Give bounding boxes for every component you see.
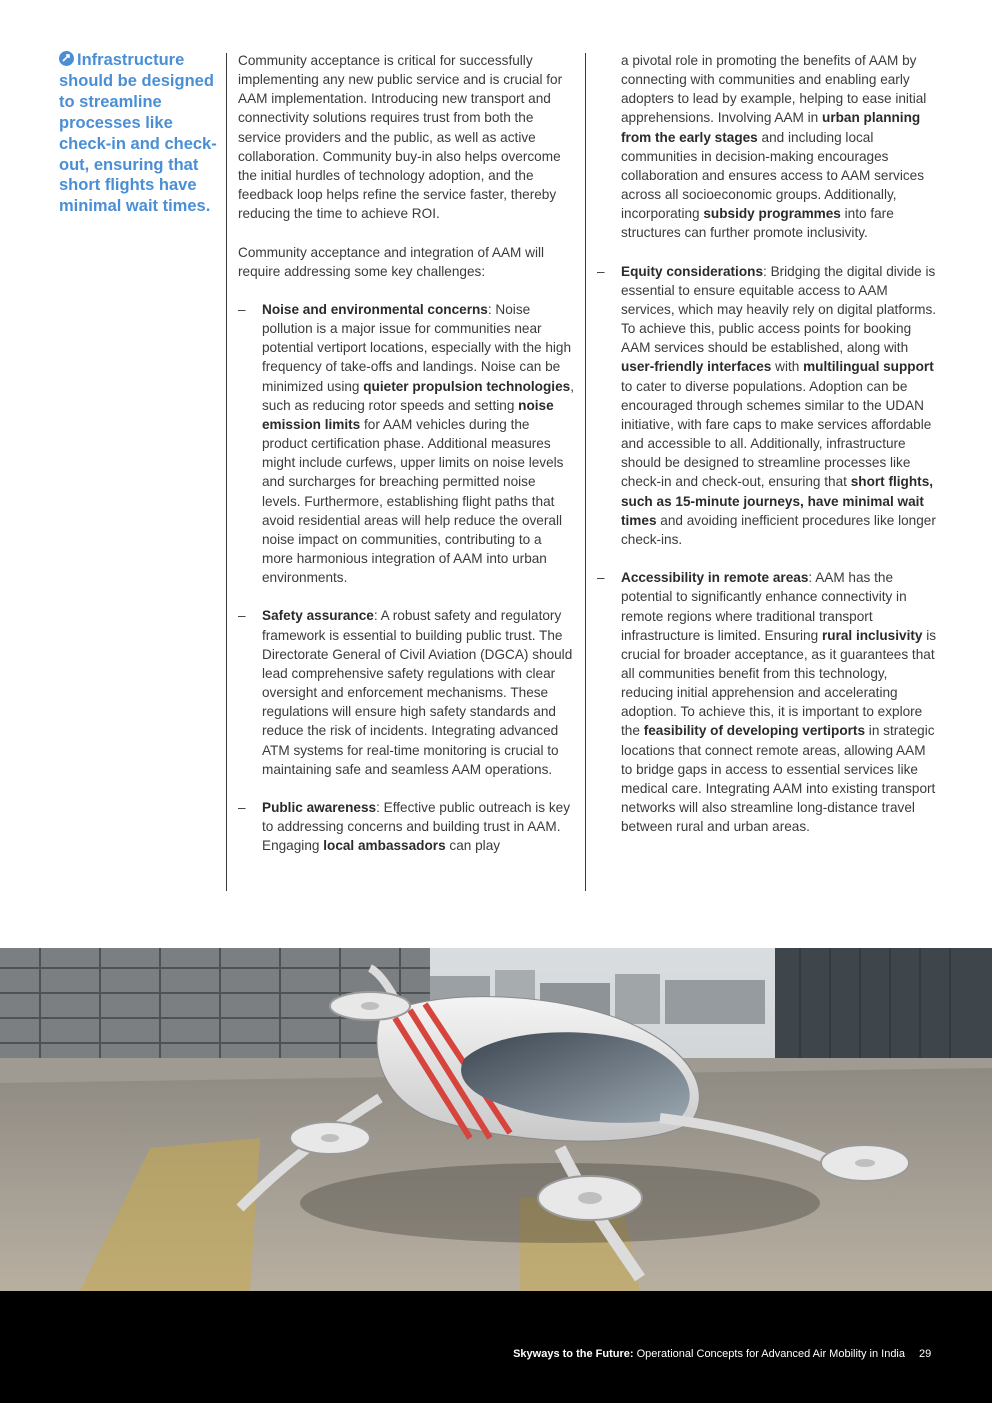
bullet-title: Equity considerations — [621, 263, 764, 279]
bullet-noise — [238, 300, 576, 587]
bullet-text: with — [771, 359, 804, 375]
bullet-text: into fare structures can further promote inclusivity. — [621, 206, 894, 241]
bullet-remote — [597, 568, 939, 836]
bold-phrase: quieter propulsion technologies — [363, 378, 571, 394]
bullet-dash: – — [238, 608, 246, 624]
bullet-awareness — [238, 798, 576, 855]
body-column-right — [597, 51, 939, 856]
bold-phrase: user-friendly interfaces — [621, 359, 772, 375]
bullet-text: for AAM vehicles during the product certification phase. Additional measures might include curfews, upper limits on noise levels and surcharges for breaching permitted noise levels. Furthermore, establishing flight paths that avoid residential areas will help reduce the overall noise impact on communities, contributing to a more harmonious integration of AAM into urban environments. — [262, 416, 564, 586]
bullet-title: Accessibility in remote areas — [621, 570, 809, 586]
bullet-text: : Noise pollution is a major issue for communities near potential vertiport locations, especially with the high frequency of take-offs and landings. Noise can be minimized using — [262, 302, 572, 394]
bullet-safety — [238, 606, 576, 778]
bullet-title: Public awareness — [262, 800, 377, 816]
bold-phrase: urban planning from the early stages — [621, 110, 921, 145]
bold-phrase: multilingual support — [803, 359, 934, 375]
bullet-text: : Bridging the digital divide is essential to ensure equitable access to AAM services, which may heavily rely on digital platforms. To achieve this, public access points for booking AAM services should be established, along with — [621, 263, 937, 356]
bold-phrase: local ambassadors — [323, 838, 446, 854]
bullet-dash: – — [238, 302, 246, 317]
photo-illustration — [0, 948, 992, 1291]
bullet-text: and including local communities in decision-making encourages collaboration and ensures access to AAM services across all socioeconomic groups. Additionally, incorporating — [621, 129, 924, 222]
bullet-text: : Effective public outreach is key to addressing concerns and building trust in AAM. Engaging — [262, 800, 571, 854]
bullet-dash: – — [597, 263, 605, 279]
bullet-title: Noise and environmental concerns — [262, 302, 488, 317]
bullet-equity — [597, 262, 939, 549]
column-divider — [585, 53, 586, 891]
bullet-text: a pivotal role in promoting the benefits of AAM by connecting with communities and enabling early adopters to lead by example, helping to ease initial apprehensions. Involving AAM in — [621, 53, 927, 126]
pull-quote — [59, 50, 219, 217]
page-number: 29 — [919, 1348, 932, 1360]
quote-icon — [59, 51, 74, 66]
column-divider — [226, 53, 227, 891]
report-title — [513, 1348, 905, 1360]
paragraph: Community acceptance and integration of AAM will require addressing some key challenges: — [238, 244, 545, 279]
pull-quote-text: Infrastructure should be designed to streamline processes like check-in and check-out, ensuring that short flights have minimal wait times. — [59, 51, 217, 216]
report-title-bold: Skyways to the Future: — [513, 1348, 634, 1360]
bold-phrase: rural inclusivity — [821, 627, 923, 643]
paragraph: Community acceptance is critical for successfully implementing any new public service and is crucial for AAM implementation. Introducing new transport and connectivity solutions requires trust from both the service providers and the public, as well as active collaboration. Community buy-in also helps overcome the initial hurdles of technology adoption, and the feedback loop helps refine the service faster, thereby reducing the time to achieve ROI. — [238, 53, 563, 222]
bold-phrase: subsidy programmes — [703, 206, 841, 222]
bullet-text: , such as reducing rotor speeds and setting — [262, 378, 574, 413]
evtol-rooftop-photo — [0, 948, 992, 1291]
bullet-text: can play — [445, 838, 501, 854]
bullet-text: : A robust safety and regulatory framework is essential to building public trust. The Directorate General of Civil Aviation (DGCA) should lead comprehensive safety regulations with clear oversight and enforcement mechanisms. These regulations will ensure high safety standards and reduce the risk of incidents. Integrating advanced ATM systems for real-time monitoring is crucial to maintaining safe and seamless AAM operations. — [262, 608, 573, 777]
bold-phrase: noise emission limits — [262, 397, 554, 432]
bullet-title: Safety assurance — [262, 608, 374, 624]
bullet-dash: – — [597, 570, 605, 586]
bullet-dash: – — [238, 800, 246, 816]
bullet-text: in strategic locations that connect remote areas, allowing AAM to bridge gaps in access to essential services like medical care. Integrating AAM into existing transport networks will also streamline long-distance travel between rural and urban areas. — [621, 723, 936, 835]
bold-phrase: short flights, such as 15-minute journeys, have minimal wait times — [621, 474, 934, 528]
bullet-text: : AAM has the potential to significantly enhance connectivity in remote regions where traditional transport infrastructure is limited. Ensuring — [621, 570, 907, 643]
page-footer — [0, 1291, 992, 1403]
bold-phrase: feasibility of developing vertiports — [643, 723, 866, 739]
bullet-text: to cater to diverse populations. Adoption can be encouraged through schemes similar to the UDAN initiative, with fare caps to make services affordable and accessible to all. Additionally, infrastructure should be designed to streamline processes like check-in and check-out, ensuring that — [621, 378, 932, 490]
body-column-left — [238, 51, 576, 875]
bullet-text: and avoiding inefficient procedures like longer check-ins. — [621, 512, 936, 547]
report-title-rest: Operational Concepts for Advanced Air Mobility in India — [633, 1348, 905, 1360]
bullet-awareness-continued — [597, 51, 939, 243]
bullet-text: is crucial for broader acceptance, as it guarantees that all communities benefit from this technology, reducing initial apprehension and accelerating adoption. To achieve this, it is important to explore the — [621, 627, 937, 739]
